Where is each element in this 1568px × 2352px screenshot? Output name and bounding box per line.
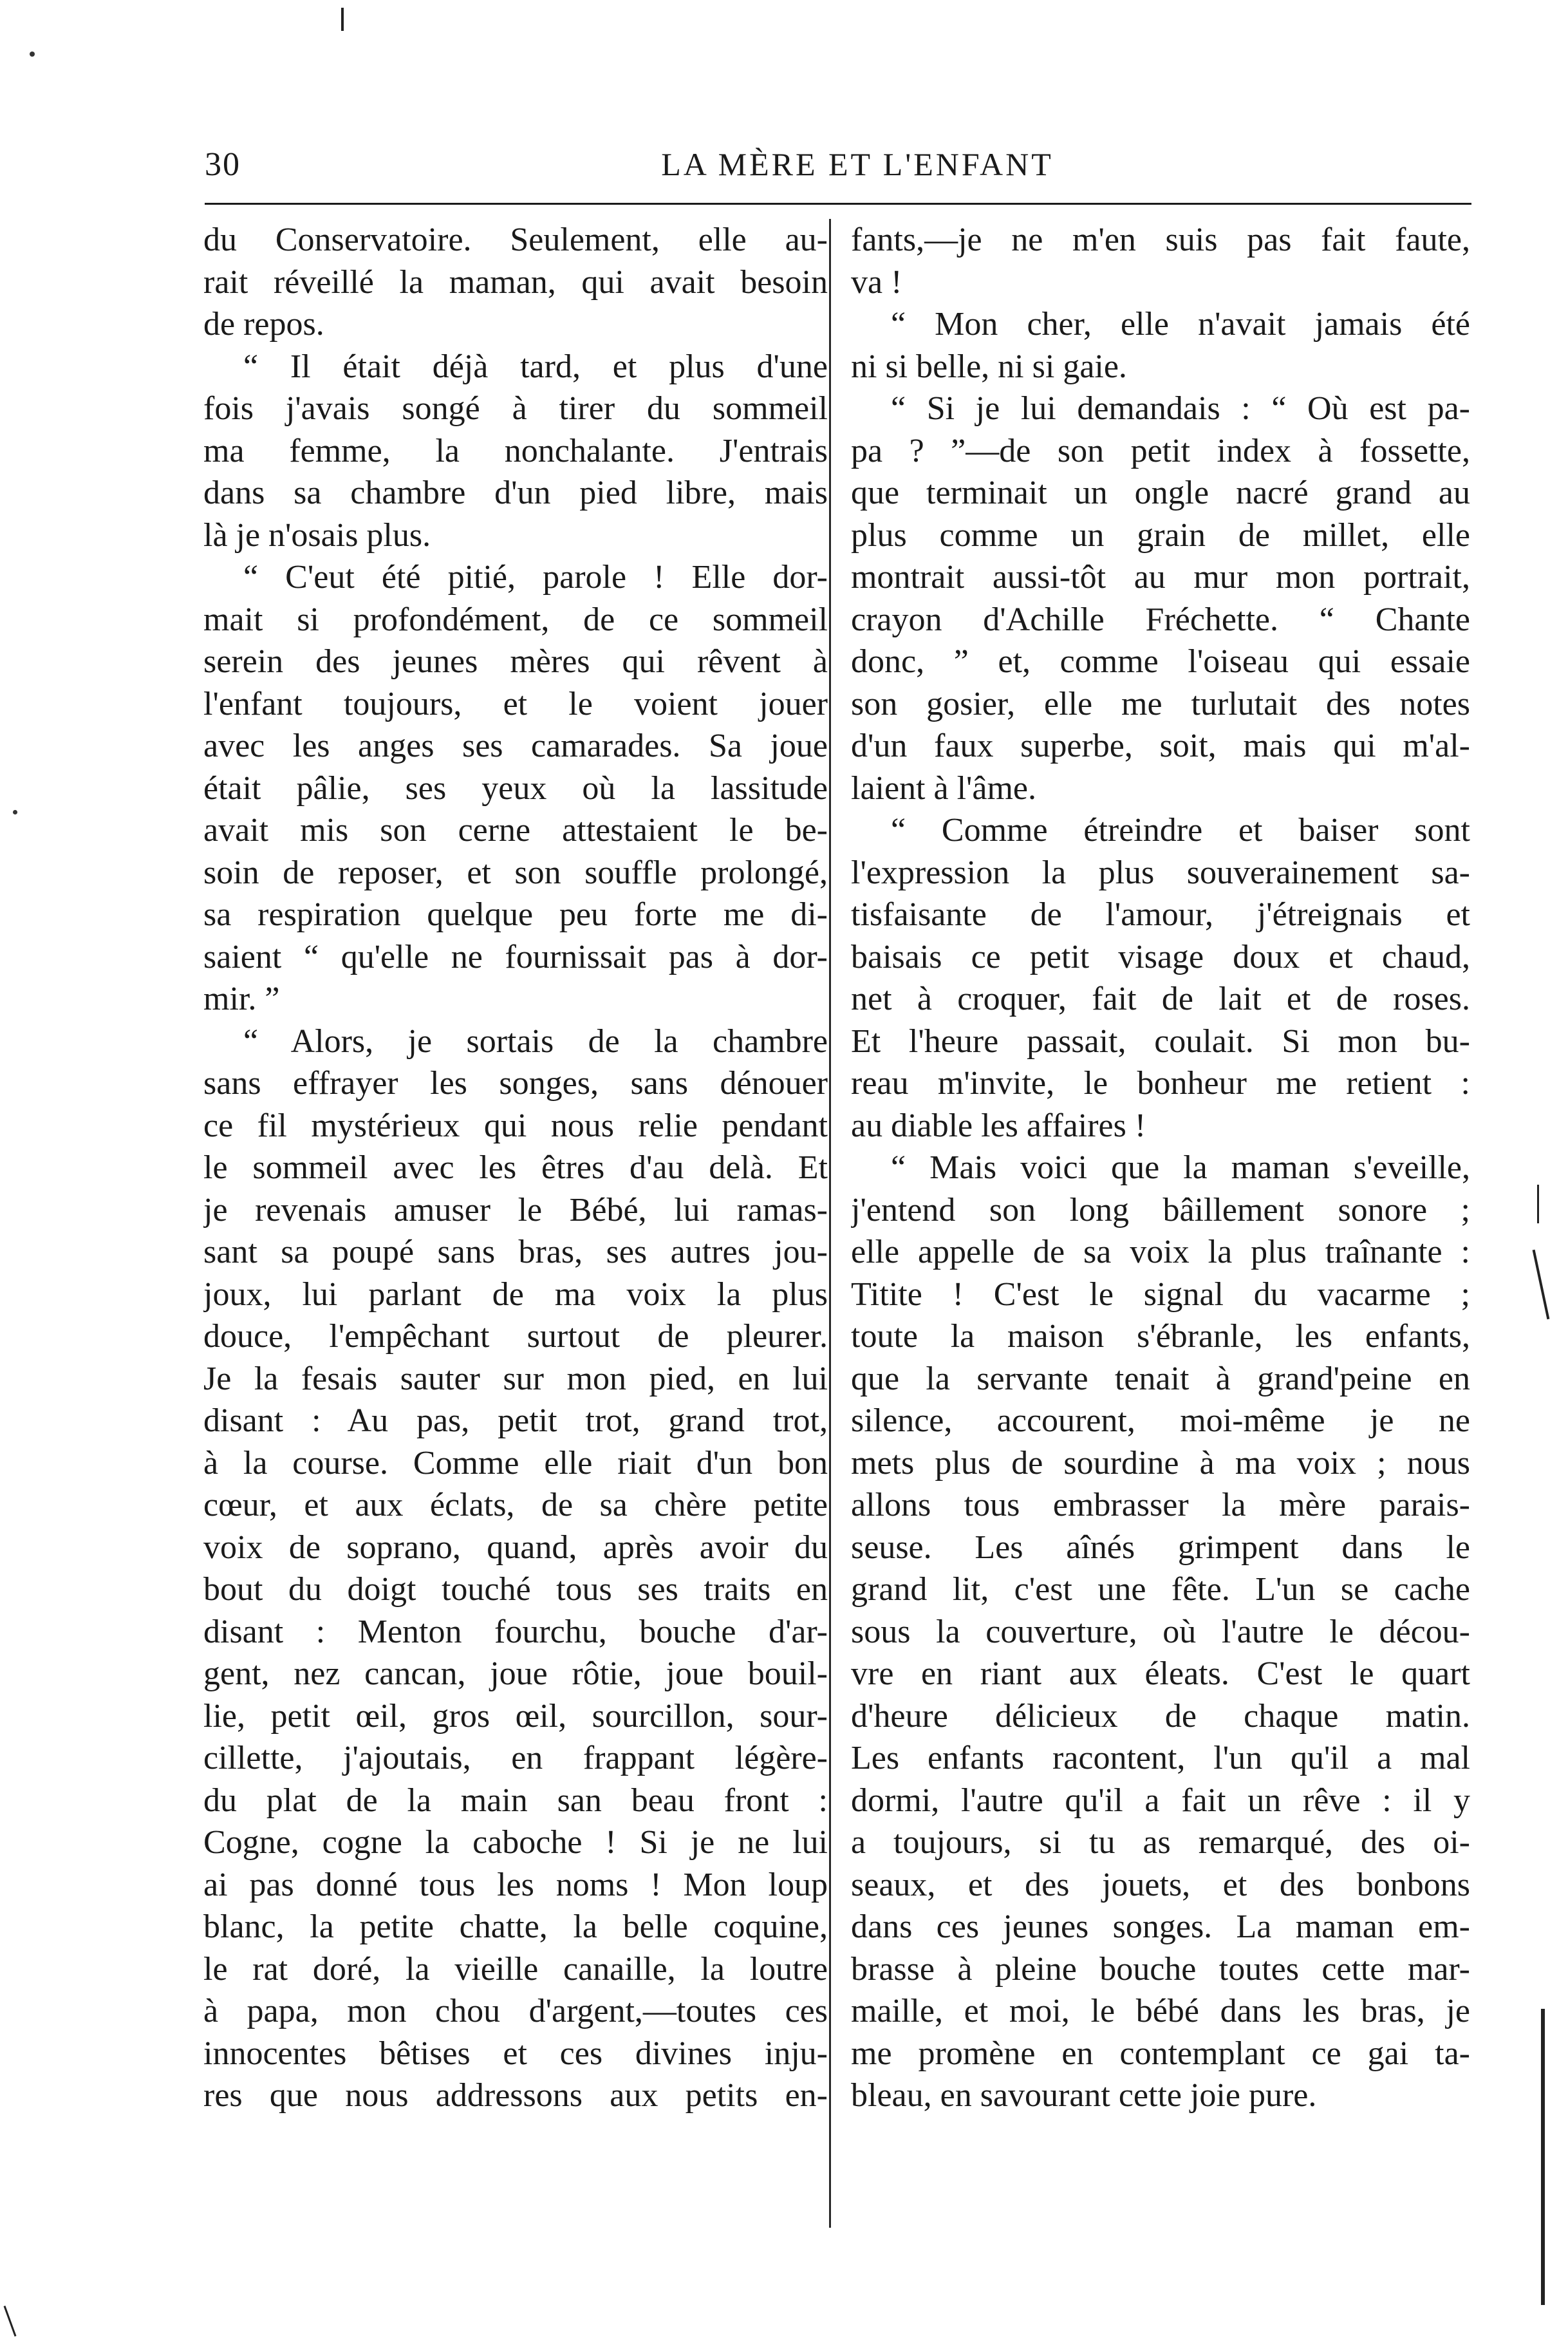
- text-line: grand lit, c'est une fête. L'un se cache: [851, 1571, 1470, 1608]
- scan-artifact-mark: [1541, 2009, 1545, 2305]
- text-line: tisfaisante de l'amour, j'étreignais et: [851, 896, 1470, 933]
- text-line: “ Comme étreindre et baiser sont: [891, 812, 1470, 849]
- text-line: maille, et moi, le bébé dans les bras, je: [851, 1993, 1470, 2029]
- text-line: a toujours, si tu as remarqué, des oi-: [851, 1824, 1470, 1861]
- header-rule: [205, 203, 1471, 205]
- text-line: sans effrayer les songes, sans dénouer: [203, 1065, 828, 1102]
- text-line: que terminait un ongle nacré grand au: [851, 475, 1470, 511]
- text-line: bout du doigt touché tous ses traits en: [203, 1571, 828, 1608]
- text-line: “ Alors, je sortais de la chambre: [243, 1022, 828, 1060]
- text-line: blanc, la petite chatte, la belle coquine,: [203, 1908, 828, 1945]
- text-line: ce fil mystérieux qui nous relie pendant: [203, 1107, 828, 1144]
- page-header: [205, 142, 1471, 193]
- text-line: toute la maison s'ébranle, les enfants,: [851, 1318, 1470, 1355]
- text-line: seuse. Les aînés grimpent dans le: [851, 1529, 1470, 1566]
- text-line: dormi, l'autre qu'il a fait un rêve : il y: [851, 1782, 1470, 1819]
- text-line: sa respiration quelque peu forte me di-: [203, 896, 828, 933]
- text-line: “ Si je lui demandais : “ Où est pa-: [891, 390, 1470, 427]
- text-line: me promène en contemplant ce gai ta-: [851, 2035, 1470, 2072]
- text-line: mets plus de sourdine à ma voix ; nous: [851, 1444, 1470, 1482]
- scan-artifact-speck: [13, 810, 17, 814]
- text-line: brasse à pleine bouche toutes cette mar-: [851, 1950, 1470, 1988]
- text-line: ma femme, la nonchalante. J'entrais: [203, 432, 828, 469]
- text-line: vre en riant aux éleats. C'est le quart: [851, 1655, 1470, 1692]
- left-text-column: [203, 219, 828, 2117]
- text-line: du plat de la main san beau front :: [203, 1782, 828, 1819]
- text-line: de repos.: [203, 306, 324, 343]
- text-line: donc, ” et, comme l'oiseau qui essaie: [851, 643, 1470, 680]
- text-line: l'expression la plus souverainement sa-: [851, 854, 1470, 891]
- text-line: Les enfants racontent, l'un qu'il a mal: [851, 1740, 1470, 1776]
- text-line: l'enfant toujours, et le voient jouer: [203, 685, 828, 722]
- text-line: ni si belle, ni si gaie.: [851, 348, 1127, 385]
- text-line: d'heure délicieux de chaque matin.: [851, 1697, 1470, 1735]
- text-line: baisais ce petit visage doux et chaud,: [851, 938, 1470, 975]
- text-line: crayon d'Achille Fréchette. “ Chante: [851, 601, 1470, 638]
- text-line: avait mis son cerne attestaient le be-: [203, 812, 828, 849]
- text-line: le sommeil avec les êtres d'au delà. Et: [203, 1149, 828, 1186]
- text-line: voix de soprano, quand, après avoir du: [203, 1529, 828, 1566]
- text-line: était pâlie, ses yeux où la lassitude: [203, 769, 828, 807]
- text-line: “ Mon cher, elle n'avait jamais été: [891, 306, 1470, 343]
- text-line: Je la fesais sauter sur mon pied, en lui: [203, 1360, 828, 1397]
- text-line: net à croquer, fait de lait et de roses.: [851, 981, 1470, 1017]
- text-line: Et l'heure passait, coulait. Si mon bu-: [851, 1022, 1470, 1060]
- text-line: cœur, et aux éclats, de sa chère petite: [203, 1487, 828, 1523]
- text-line: Cogne, cogne la caboche ! Si je ne lui: [203, 1824, 828, 1861]
- text-line: à papa, mon chou d'argent,—toutes ces: [203, 1993, 828, 2029]
- text-line: fois j'avais songé à tirer du sommeil: [203, 390, 828, 427]
- scan-artifact-mark: [1533, 1250, 1550, 1319]
- text-line: va !: [851, 263, 902, 301]
- text-line: j'entend son long bâillement sonore ;: [851, 1191, 1470, 1228]
- text-line: dans sa chambre d'un pied libre, mais: [203, 475, 828, 511]
- text-line: bleau, en savourant cette joie pure.: [851, 2077, 1317, 2114]
- text-line: du Conservatoire. Seulement, elle au-: [203, 221, 828, 258]
- column-divider: [829, 219, 831, 2228]
- text-line: gent, nez cancan, joue rôtie, joue bouil-: [203, 1655, 828, 1692]
- text-line: douce, l'empêchant surtout de pleurer.: [203, 1318, 828, 1355]
- text-line: disant : Menton fourchu, bouche d'ar-: [203, 1613, 828, 1650]
- text-line: sous la couverture, où l'autre le décou-: [851, 1613, 1470, 1650]
- text-line: son gosier, elle me turlutait des notes: [851, 685, 1470, 722]
- right-text-column: [851, 219, 1470, 2117]
- text-line: à la course. Comme elle riait d'un bon: [203, 1444, 828, 1482]
- text-line: d'un faux superbe, soit, mais qui m'al-: [851, 728, 1470, 764]
- text-line: mir. ”: [203, 981, 280, 1017]
- text-line: elle appelle de sa voix la plus traînante :: [851, 1234, 1470, 1270]
- text-line: “ C'eut été pitié, parole ! Elle dor-: [243, 559, 828, 596]
- text-line: “ Il était déjà tard, et plus d'une: [243, 348, 828, 385]
- text-line: serein des jeunes mères qui rêvent à: [203, 643, 828, 680]
- text-line: plus comme un grain de millet, elle: [851, 516, 1470, 554]
- text-line: laient à l'âme.: [851, 769, 1037, 807]
- text-line: res que nous addressons aux petits en-: [203, 2077, 828, 2114]
- text-line: disant : Au pas, petit trot, grand trot,: [203, 1402, 828, 1439]
- text-line: joux, lui parlant de ma voix la plus: [203, 1275, 828, 1313]
- text-line: cillette, j'ajoutais, en frappant légère-: [203, 1740, 828, 1776]
- text-line: ai pas donné tous les noms ! Mon loup: [203, 1866, 828, 1903]
- text-line: au diable les affaires !: [851, 1107, 1146, 1144]
- text-line: reau m'invite, le bonheur me retient :: [851, 1065, 1470, 1102]
- text-line: innocentes bêtises et ces divines inju-: [203, 2035, 828, 2072]
- text-line: seaux, et des jouets, et des bonbons: [851, 1866, 1470, 1903]
- text-line: que la servante tenait à grand'peine en: [851, 1360, 1470, 1397]
- text-line: montrait aussi-tôt au mur mon portrait,: [851, 559, 1470, 596]
- scan-artifact-mark: [4, 2306, 17, 2337]
- running-title: LA MÈRE ET L'ENFANT: [661, 146, 1054, 182]
- text-line: lie, petit œil, gros œil, sourcillon, sour-: [203, 1697, 828, 1735]
- text-line: fants,—je ne m'en suis pas fait faute,: [851, 221, 1470, 258]
- text-line: sant sa poupé sans bras, ses autres jou-: [203, 1234, 828, 1270]
- scan-artifact-mark: [1537, 1185, 1539, 1223]
- text-line: avec les anges ses camarades. Sa joue: [203, 728, 828, 764]
- text-line: pa ? ”—de son petit index à fossette,: [851, 432, 1470, 469]
- text-line: je revenais amuser le Bébé, lui ramas-: [203, 1191, 828, 1228]
- text-line: “ Mais voici que la maman s'eveille,: [891, 1149, 1470, 1186]
- text-line: là je n'osais plus.: [203, 516, 431, 554]
- text-line: mait si profondément, de ce sommeil: [203, 601, 828, 638]
- text-line: dans ces jeunes songes. La maman em-: [851, 1908, 1470, 1945]
- text-line: Titite ! C'est le signal du vacarme ;: [851, 1275, 1470, 1313]
- text-line: allons tous embrasser la mère parais-: [851, 1487, 1470, 1523]
- page-number: 30: [205, 146, 241, 183]
- text-line: soin de reposer, et son souffle prolongé,: [203, 854, 828, 891]
- text-line: saient “ qu'elle ne fournissait pas à dor-: [203, 938, 828, 975]
- text-line: silence, accourent, moi-même je ne: [851, 1402, 1470, 1439]
- text-line: rait réveillé la maman, qui avait besoin: [203, 263, 828, 301]
- scan-artifact-mark: [341, 8, 344, 31]
- text-line: le rat doré, la vieille canaille, la loutre: [203, 1950, 828, 1988]
- scan-artifact-speck: [30, 52, 35, 57]
